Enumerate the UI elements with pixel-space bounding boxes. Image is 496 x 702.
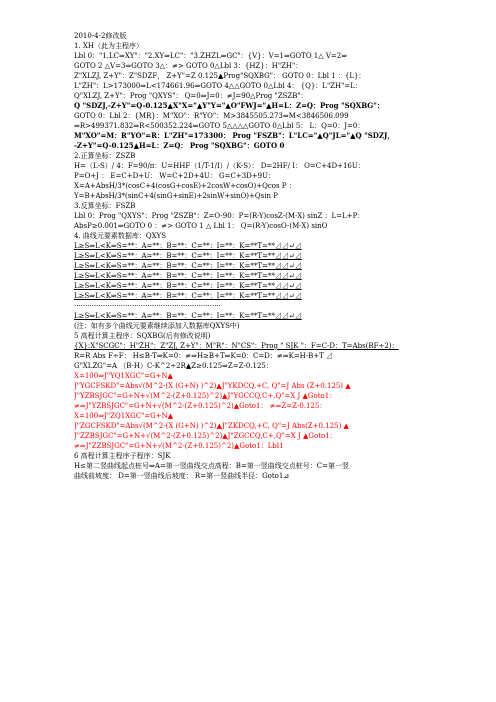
text-line: L≥S⇒L<K⇒S=**：A=**：B=**：C=**：I=**：K=**T=**⊿⊿↵⊿ [74,242,302,250]
text-line: J"ZZBSJGC"=G+N+√(M^2-(Z+0.125)^2)▲J"ZGCCQ,C+,Q"=X J ▲Goto1： [74,432,337,440]
text-line: G"XLZG"=A （B-H）C-K^2÷2R▲Z≥0.125⇒Z=Z-0.125： [74,362,273,370]
text-line: Y=B+AbsH/3*(sinC+4(sinG+sinE)+2sinW+sinO)+Qsin P [74,192,278,200]
text-line: 1. XH（此为主程序） [74,42,143,50]
text-line: H≤第二竖曲线起点桩号⇒A=第一竖曲线交点高程：B=第一竖曲线交点桩号：C=第一竖 [74,462,349,470]
text-line: L"ZH"：L>173000⇒L<174661.96⇒GOTO 4△△GOTO 0△Lbl 4： {Q}：L"ZH"=L： [74,82,362,90]
text-line: ⇒R>499371.832⇒R<500352.224⇒GOTO 5△△△△GOTO 0△Lbl 5： L：Q=0：J=0： [74,122,365,130]
text-line: J"YZBSJGC"=G+N+√(M^2-(Z+0.125)^2)▲J"YGCCQ,C+,Q"=X J ▲Goto1： [74,392,337,400]
text-line: -Z+Y"=Q-0.125▲H=L：Z=Q： Prog "SQXBG"：GOTO 0 [74,141,285,150]
text-line: L≥S⇒L<K⇒S=**：A=**：B=**：C=**：I=**：K=**T=**⊿⊿↵⊿ [74,312,302,320]
text-line: AbsP≥0.001⇒GOTO 0 ：≠> GOTO 1 △ Lbl 1： Q=(R-Y)cosO-(M-X) sinO [74,222,328,230]
text-line: {X}:X"SCGC"：H"ZH"：Z"ZJ, Z+Y"：M"R"：N"CS"：Prog " SJK "：F=C-D：T=Abs(RF÷2)： [74,342,399,350]
text-line: X=100⇒J"ZQ1XGC"=G+N▲ [74,412,174,420]
text-line: ·································································· [74,302,221,310]
text-line: Lbl 0："1.LC⇒XY"："2.XY⇒LC"："3.ZHZL⇒GC"：{V}：V=1⇒GOTO 1△ V=2⇒ [74,52,348,60]
text-line: H=（L-S）/ 4：F=90/π：U=HHF（1/T-1/I）/（K-S）： D=2HF/ I： O=C+4D+16U： [74,162,365,170]
text-line: L≥S⇒L<K⇒S=**：A=**：B=**：C=**：I=**：K=**T=**⊿⊿↵⊿ [74,252,302,260]
text-line: GOTO 2 △V=3⇒GOTO 3△：≠> GOTO 0△Lbl 3：{HZ}：H"ZH"： [74,62,303,70]
text-line: 4. 曲线元要素数据库：QXYS [74,232,167,240]
text-line: ≠⇒J"ZZBSJGC"=G+N+√(M^2-(Z+0.125)^2)▲Goto1：Lbl1 [74,442,284,450]
program-listing [74,41,426,481]
text-line: L≥S⇒L<K⇒S=**：A=**：B=**：C=**：I=**：K=**T=**⊿⊿↵⊿ [74,282,302,290]
text-line: M"XO"=M：R"YO"=R：L"ZH"=173300： Prog "FSZB"：L"LC="▲Q"JL="▲Q "SDZJ， [74,131,395,140]
text-line: (注：如有多个曲线元要素继续添加入数据库QXYS中) [74,322,240,330]
document-title: 2010-4-2修改版 [74,32,127,40]
text-line: X=100⇒J"YQ1XGC"=G+N▲ [74,372,173,380]
text-line: L≥S⇒L<K⇒S=**：A=**：B=**：C=**：I=**：K=**T=**⊿⊿↵⊿ [74,292,302,300]
text-line: 曲线前坡度： D=第一竖曲线后坡度： R=第一竖曲线半径：Goto1⊿ [74,472,290,480]
text-line: Q "SDZJ,-Z+Y"=Q-0.125▲X"X="▲Y"Y="▲O"FWJ="▲H=L：Z=Q：Prog "SQXBG"： [74,101,384,110]
text-line: Q"XLZJ, Z+Y"：Prog "QXYS"： Q=0⇒J=0：≠J=90△Prog "ZSZB"： [74,92,308,100]
text-line: 6 高程计算主程序子程序：SJK [74,452,171,460]
text-line: L≥S⇒L<K⇒S=**：A=**：B=**：C=**：I=**：K=**T=**⊿⊿↵⊿ [74,272,302,280]
text-line: 5 高程计算主程序：SQXBG(后有修改说明) [74,332,211,340]
text-line: GOTO 0：Lbl 2：{MR}：M"XO"：R"YO"：M>3845505.273⇒M<3846506.099 [74,112,349,120]
text-line: ≠⇒J"YZBSJGC"=G+N+√(M^2-(Z+0.125)^2)▲Goto1： ≠⇒Z=Z-0.125： [74,402,327,410]
text-line: 2.正算坐标：ZSZB [74,152,136,160]
text-line: L≥S⇒L<K⇒S=**：A=**：B=**：C=**：I=**：K=**T=**⊿⊿↵⊿ [74,262,302,270]
text-line: J"YGCFSKD"=Abs√(M^2-(X (G+N) )^2)▲J"YKDCQ,+C, Q"=J Abs (Z+0.125) ▲ [74,382,351,390]
text-line: P=O+J ： E=C+D+U： W=C+2D+4U： G=C+3D+9U： [74,172,275,180]
text-line: X=A+AbsH/3*(cosC+4(cosG+cosE)+2cosW+cosO)+Qcos P ： [74,182,296,190]
text-line: Lbl 0：Prog "QXYS"：Prog "ZSZB"：Z=O-90：P=(R-Y)cosZ-(M-X) sinZ ：L=L+P： [74,212,365,220]
document-page [74,31,426,481]
text-line: J"ZGCFSKD"=Abs√(M^2-(X (G+N) )^2)▲J"ZKDCQ,+C, Q"=J Abs(Z+0.125) ▲ [74,422,349,430]
text-line: 3.反算坐标：FSZB [74,202,136,210]
text-line: Z"XLZJ, Z+Y"：Z"SDZF， Z+Y"=Z 0.125▲Prog"SQXBG"： GOTO 0：Lbl 1 ：{L}： [74,72,366,80]
text-line: R=R Abs F÷F： H≤B-T⇒K=0：≠⇒H≥B+T⇒K=0：C=D：≠⇒K=H-B+T ⊿ [74,352,334,360]
